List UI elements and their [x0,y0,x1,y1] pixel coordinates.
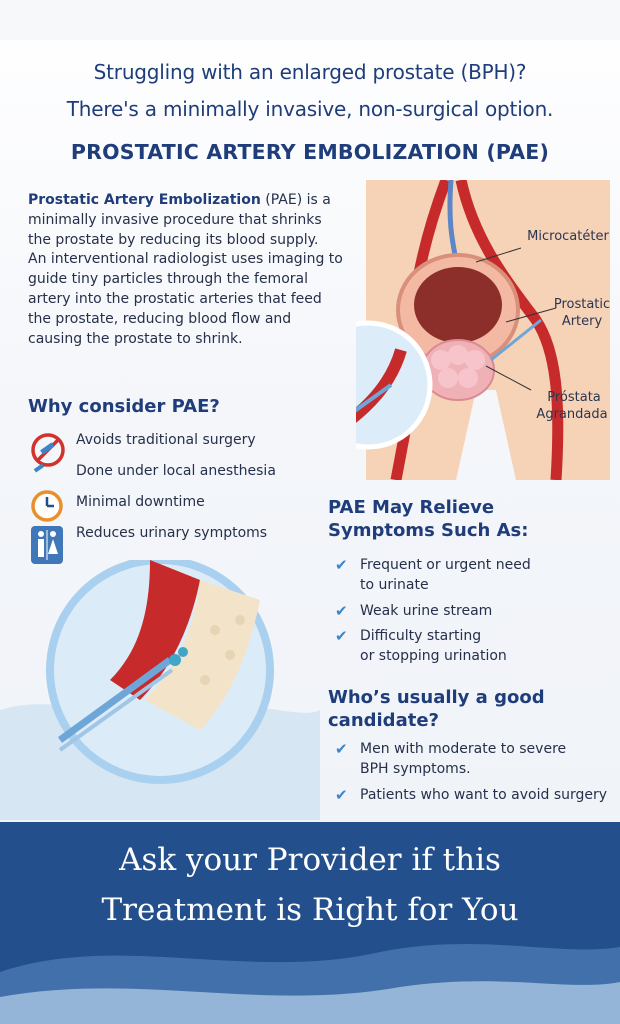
headline-question: Struggling with an enlarged prostate (BPH)? [93,60,527,84]
candidate-heading-line1: Who’s usually a good [328,687,545,708]
why-item-no-surgery: Avoids traditional surgery [76,432,256,448]
candidate-item-men [360,739,610,779]
top-strip [0,0,620,40]
intro-text-1: (PAE) is a minimally invasive procedure that shrinks the prostate by reducing its blood supply. [28,192,331,248]
relieve-heading-line2: Symptoms Such As: [328,520,529,541]
relieve-item-frequent-line2: to urinate [360,577,429,593]
label-microcateter: Microcatéter [527,229,609,244]
relieve-item-weak-stream [360,601,610,621]
page-title: PROSTATIC ARTERY EMBOLIZATION (PAE) [70,140,550,164]
why-item-urinary: Reduces urinary symptoms [76,525,268,541]
anatomy-illustration [356,180,620,480]
candidate-heading-line2: candidate? [328,710,439,731]
check-icon: ✔ [335,740,348,758]
check-icon: ✔ [335,786,348,804]
check-icon: ✔ [335,602,348,620]
relieve-item-difficulty-line1: Difficulty starting [360,628,482,644]
check-icon: ✔ [335,556,348,574]
cta-line2: Treatment is Right for You [101,892,519,928]
catheter-zoom-illustration [0,560,320,820]
relieve-item-weak-stream-line1: Weak urine stream [360,603,493,619]
relieve-heading [328,496,588,542]
relieve-item-difficulty-line2: or stopping urination [360,648,507,664]
candidate-item-avoid-surgery-line1: Patients who want to avoid surgery [360,787,608,803]
intro-paragraph [28,191,348,349]
candidate-item-avoid-surgery [360,785,610,805]
relieve-item-difficulty [360,626,610,666]
label-agrandada: Agrandada [536,407,608,422]
label-prostatic: Prostatic [553,297,611,312]
clock-icon [30,489,64,523]
restroom-icon [31,526,63,564]
relieve-heading-line1: PAE May Relieve [328,497,495,518]
candidate-item-men-line2: BPH symptoms. [360,761,471,777]
cta-line1: Ask your Provider if this [119,842,501,878]
why-item-anesthesia: Done under local anesthesia [76,463,276,479]
candidate-item-men-line1: Men with moderate to severe [360,741,567,757]
label-prostata: Próstata [547,390,601,405]
no-surgery-icon [30,432,66,474]
check-icon: ✔ [335,627,348,645]
label-artery: Artery [561,314,603,329]
candidate-heading [328,686,588,732]
relieve-item-frequent-line1: Frequent or urgent need [360,557,531,573]
why-heading: Why consider PAE? [28,396,220,417]
why-item-downtime: Minimal downtime [76,494,205,510]
intro-text-2: An interventional radiologist uses imaging to guide tiny particles through the femoral artery into the prostatic arteries that feed the prostate, reducing blood flow and causing the prostate to shrink. [28,251,343,347]
headline-option: There's a minimally invasive, non-surgical option. [66,97,554,121]
relieve-item-frequent [360,555,610,595]
bladder [414,267,502,343]
intro-bold-term: Prostatic Artery Embolization [28,192,261,208]
